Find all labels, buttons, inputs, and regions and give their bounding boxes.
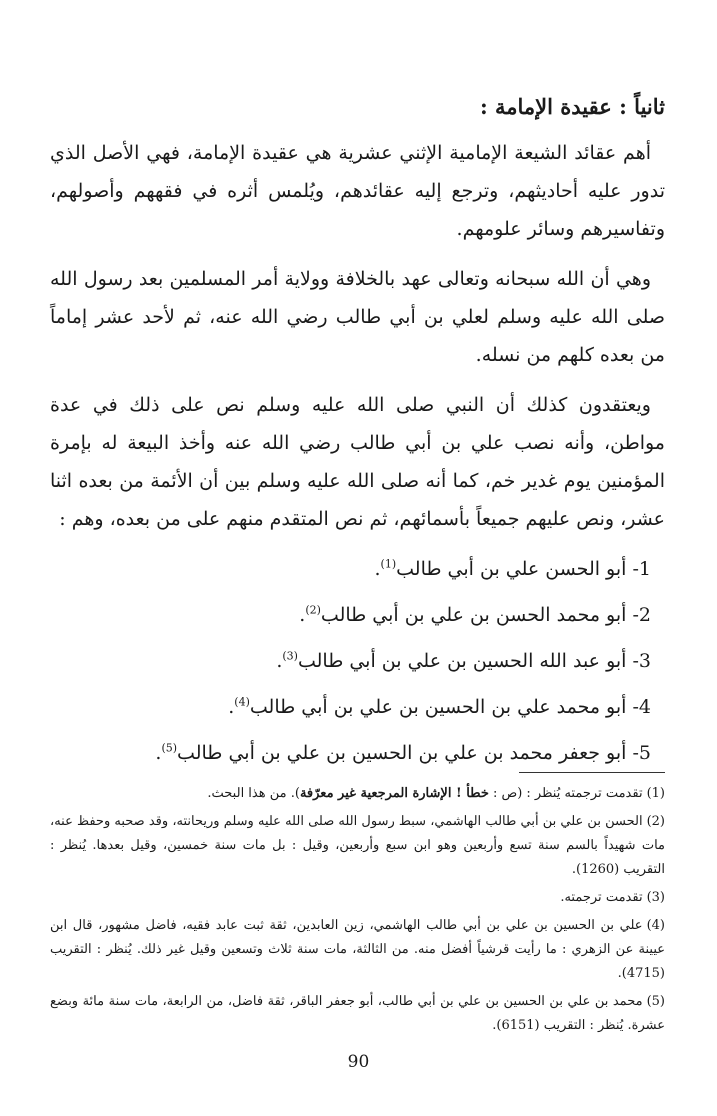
main-content [50,88,665,780]
error-reference-text: خطأ ! الإشارة المرجعية غير معرّفة [299,786,489,801]
list-item: 5- أبو جعفر محمد بن علي بن الحسين بن علي بن أبي طالب$^{(5)}$. [155,741,651,764]
page-number: 90 [347,1052,370,1072]
section-heading: ثانياً : عقيدة الإمامة : [479,94,665,119]
paragraph-3: ويعتقدون كذلك أن النبي صلى الله عليه وسلم نص على ذلك في عدة مواطن، وأنه نصب علي بن أبي طالب رضي الله عنه وأخذ البيعة له بإمرة المؤمنين يوم غدير خم، كما أنه صلى الله عليه وسلم بين أن الأئمة من بعده اثنا عشر، ونص عليهم جميعاً بأسمائهم، ثم نص المتقدم منهم على من بعده، وهم : [50,394,665,530]
footnote-ref[interactable]: (3) [282,649,298,663]
list-item: 2- أبو محمد الحسن بن علي بن أبي طالب$^{(2)}$. [299,603,651,626]
footnote-3: (3)تقدمت ترجمته. [560,890,665,905]
paragraph-1: أهم عقائد الشيعة الإمامية الإثني عشرية هي عقيدة الإمامة، فهي الأصل الذي تدور عليه أحاديثهم، وترجع إليه عقائدهم، ويُلمس أثره في فقههم وأصولهم، وتفاسيرهم وسائر علومهم. [50,142,665,240]
footnote-ref[interactable]: (5) [161,741,178,755]
footnote-2: (2)الحسن بن علي بن أبي طالب الهاشمي، سبط رسول الله صلى الله عليه وسلم وريحانته، وقد صحبه وحفظ عنه، مات شهيداً بالسم سنة تسع وأربعين وهو ابن سبع وأربعين، وقيل : بل مات سنة خمسين، وقيل بعدها. يُنظر : التقريب (1260). [50,814,665,877]
paragraph-2: وهي أن الله سبحانه وتعالى عهد بالخلافة وولاية أمر المسلمين بعد رسول الله صلى الله عليه وسلم لعلي بن أبي طالب رضي الله عنه، ثم لأحد عشر إماماً من بعده كلهم من نسله. [50,268,665,366]
footnote-4: (4)علي بن الحسين بن علي بن أبي طالب الهاشمي، زين العابدين، ثقة ثبت عابد فقيه، فاضل مشهور، قال ابن عيينة عن الزهري : ما رأيت قرشياً أفضل منه. من الثالثة، مات سنة ثلاث وتسعين وقيل غير ذلك. يُنظر : التقريب (4715). [50,918,665,981]
list-item: 4- أبو محمد علي بن الحسين بن علي بن أبي طالب$^{(4)}$. [228,695,651,718]
list-item: 3- أبو عبد الله الحسين بن علي بن أبي طالب$^{(3)}$. [276,649,651,672]
footnote-5: (5)محمد بن علي بن الحسين بن علي بن أبي طالب، أبو جعفر الباقر، ثقة فاضل، من الرابعة، مات سنة مائة وبضع عشرة. يُنظر : التقريب (6151). [50,994,665,1033]
list-item: 1- أبو الحسن علي بن أبي طالب$^{(1)}$. [374,557,651,580]
footnote-divider [519,772,665,773]
footnote-ref[interactable]: (2) [305,603,321,617]
footnotes [50,782,665,1042]
footnote-1: (1)تقدمت ترجمته يُنظر : (ص : خطأ ! الإشارة المرجعية غير معرّفة). من هذا البحث. [207,786,665,801]
footnote-ref[interactable]: (1) [380,557,397,571]
footnote-ref[interactable]: (4) [234,695,250,709]
imams-list [50,550,665,772]
